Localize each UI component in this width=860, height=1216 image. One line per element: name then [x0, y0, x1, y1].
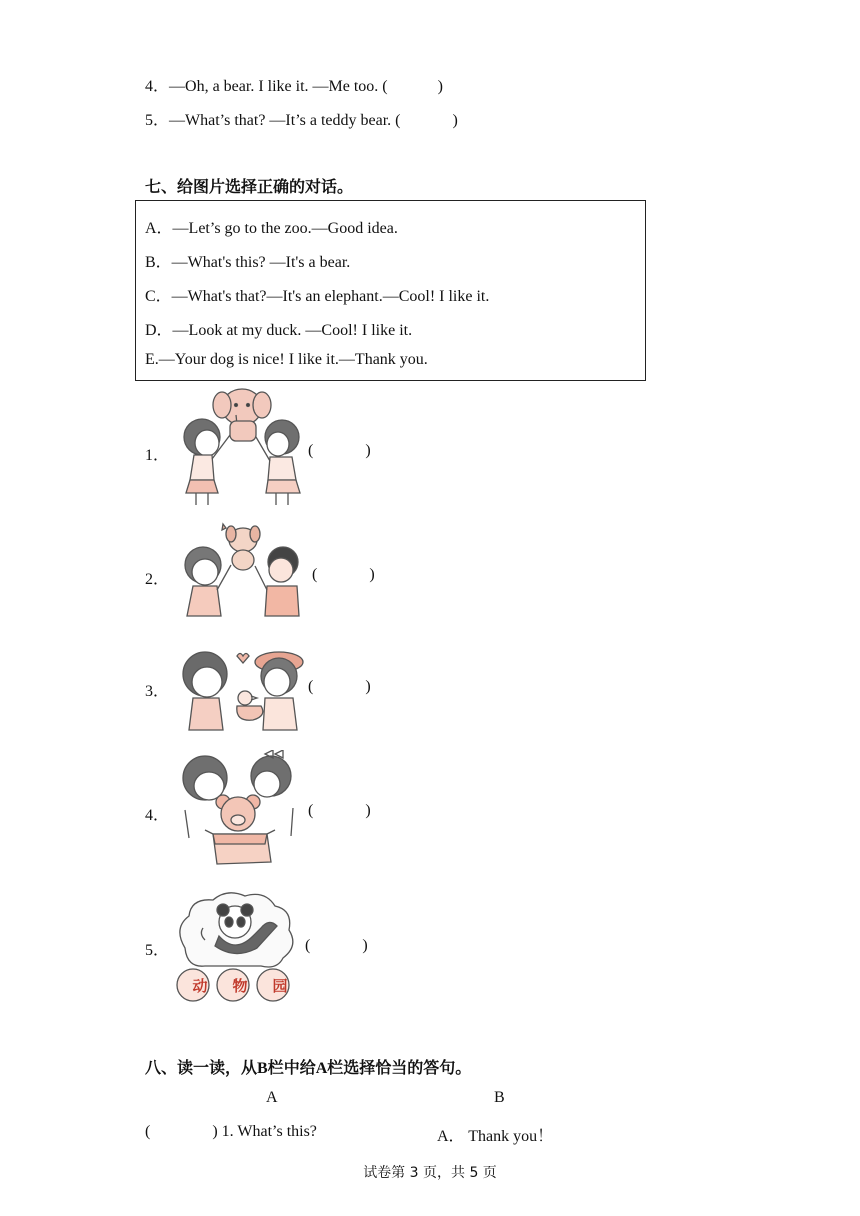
answer-open-paren: (: [308, 678, 314, 695]
item-close: ): [437, 78, 443, 95]
item-2-number: 2．: [145, 571, 170, 588]
item-1-answer[interactable]: [308, 442, 371, 460]
item-3-number: 3．: [145, 683, 170, 700]
question-text: ) 1. What’s this?: [212, 1123, 317, 1140]
section8-row-1: [145, 1123, 317, 1141]
column-a-header: A: [266, 1089, 278, 1106]
prev-item-4: [145, 73, 443, 96]
teddy-bear-picture: [175, 750, 305, 868]
heading-letter-b: B: [257, 1060, 268, 1077]
section7-heading: 七、给图片选择正确的对话。: [145, 177, 354, 196]
option-c: C．—What's that?—It's an elephant.—Cool! I like it.: [145, 288, 490, 305]
option-a: A．—Let’s go to the zoo.—Good idea.: [145, 220, 398, 237]
dog-picture: [175, 520, 310, 620]
item-number: 4．: [145, 78, 170, 95]
item-5-number: 5．: [145, 942, 170, 959]
heading-part: 八、读一读，从: [145, 1058, 258, 1077]
answer-close-paren: ): [365, 802, 371, 819]
answer-open-paren: (: [308, 442, 314, 459]
answer-close-paren: ): [369, 566, 375, 583]
heading-part: 栏中给: [267, 1058, 316, 1077]
answer-open-paren: (: [312, 566, 318, 583]
item-number: 5．: [145, 112, 170, 129]
zoo-sign-char-3: 园: [272, 977, 288, 995]
heading-letter-a: A: [315, 1060, 328, 1077]
heading-part: 栏选择恰当的答句。: [327, 1058, 472, 1077]
item-4-answer[interactable]: [308, 802, 371, 820]
item-3-answer[interactable]: [308, 678, 371, 696]
item-close: ): [452, 112, 458, 129]
answer-open-paren: (: [308, 802, 314, 819]
prev-item-5: [145, 107, 458, 130]
item-text: —Oh, a bear. I like it. —Me too. (: [169, 78, 388, 95]
column-b-header: B: [494, 1089, 505, 1106]
zoo-sign-char-2: 物: [232, 977, 248, 995]
answer-close-paren: ): [365, 442, 371, 459]
page-footer: 试卷第 3 页，共 5 页: [363, 1165, 497, 1181]
answer-open-paren: (: [145, 1123, 151, 1140]
option-b: B．—What's this? —It's a bear.: [145, 254, 351, 271]
item-text: —What’s that? —It’s a teddy bear. (: [169, 112, 401, 129]
answer-close-paren: ): [362, 937, 368, 954]
item-5-answer[interactable]: [305, 937, 368, 955]
option-d: D．—Look at my duck. —Cool! I like it.: [145, 322, 413, 339]
answer-close-paren: ): [365, 678, 371, 695]
elephant-picture: [172, 385, 312, 510]
zoo-sign-char-1: 动: [192, 977, 208, 995]
answer-open-paren: (: [305, 937, 311, 954]
duck-picture: [175, 644, 310, 732]
item-2-answer[interactable]: [312, 566, 375, 584]
section8-heading: [145, 1055, 471, 1078]
option-e: E.—Your dog is nice! I like it.—Thank you.: [145, 351, 428, 368]
item-4-number: 4．: [145, 807, 170, 824]
section8-answer-a: A． Thank you！: [437, 1128, 554, 1145]
item-1-number: 1．: [145, 447, 170, 464]
